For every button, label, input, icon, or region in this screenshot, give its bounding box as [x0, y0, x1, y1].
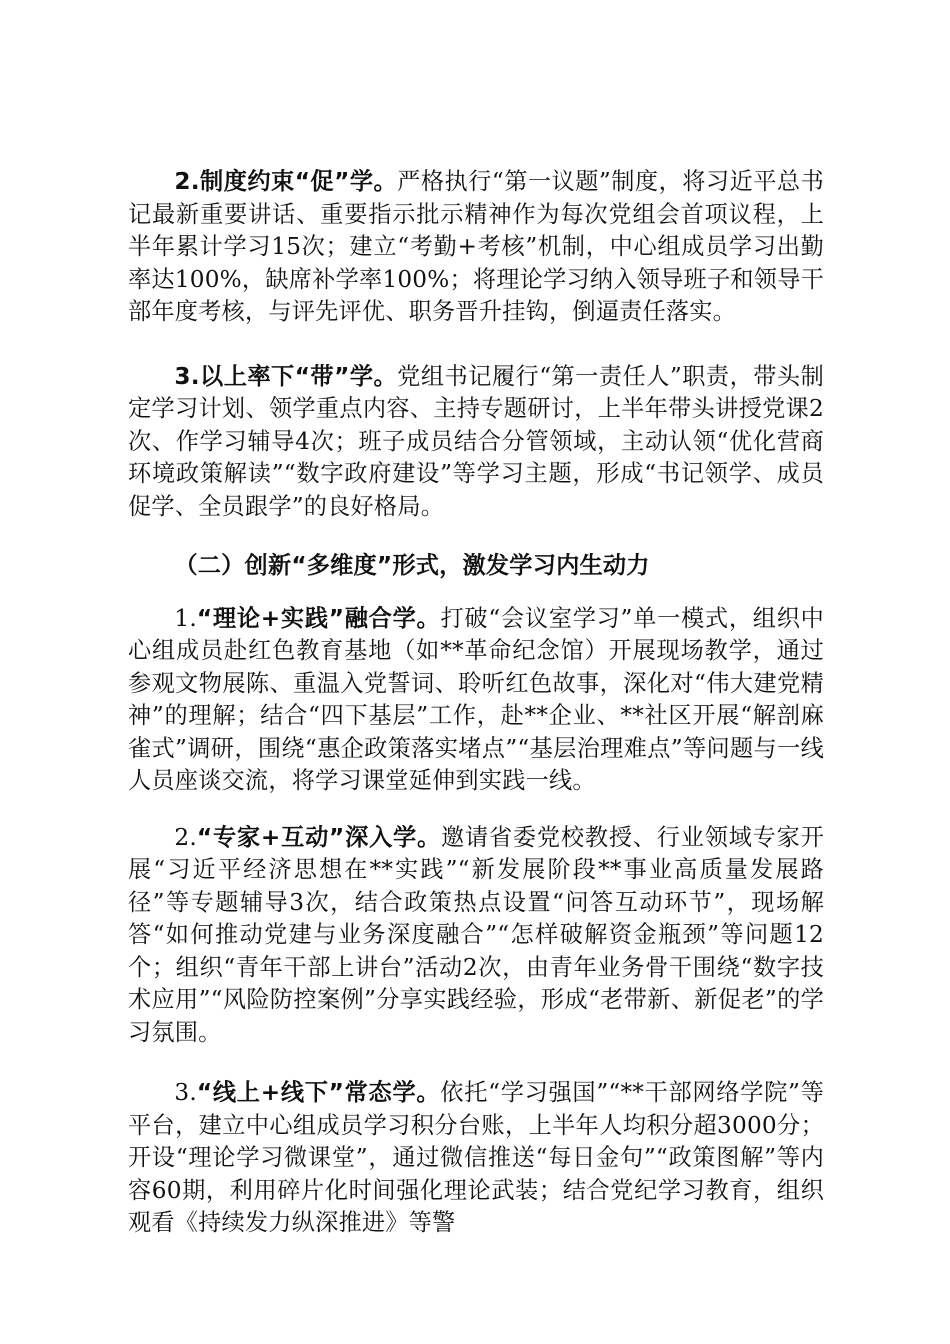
paragraph-online-offline — [128, 1077, 824, 1240]
paragraph-body: 打破“会议室学习”单一模式，组织中心组成员赴红色教育基地（如**革命纪念馆）开展现场教学，通过参观文物展陈、重温入党誓词、聆听红色故事，深化对“伟大建党精神”的理解；结合“四下基层”工作，赴**企业、**社区开展“解剖麻雀式”调研，围绕“惠企政策落实堵点”“基层治理难点”等问题与一线人员座谈交流，将学习课堂延伸到实践一线。 — [128, 604, 825, 794]
paragraph-expert-interaction — [128, 822, 824, 1050]
paragraph-lead: “理论+实践”融合学。 — [196, 604, 441, 632]
paragraph-system-constraint — [128, 166, 824, 329]
paragraph-body: 党组书记履行“第一责任人”职责，带头制定学习计划、领学重点内容、主持专题研讨，上半年带头讲授党课2次、作学习辅导4次；班子成员结合分管领域，主动认领“优化营商环境政策解读”“数字政府建设”等学习主题，形成“书记领学、成员促学、全员跟学”的良好格局。 — [128, 362, 824, 520]
paragraph-number: 1. — [174, 604, 197, 632]
section-heading: （二）创新“多维度”形式，激发学习内生动力 — [174, 552, 650, 579]
paragraph-lead: 3.以上率下“带”学。 — [174, 362, 398, 390]
document-page — [128, 166, 824, 1240]
paragraph-theory-practice — [128, 603, 824, 798]
paragraph-body: 严格执行“第一议题”制度，将习近平总书记最新重要讲话、重要指示批示精神作为每次党组会首项议程，上半年累计学习15次；建立“考勤+考核”机制，中心组成员学习出勤率达100%，缺席补学率100%；将理论学习纳入领导班子和领导干部年度考核，与评先评优、职务晋升挂钩，倒逼责任落实。 — [128, 168, 824, 325]
paragraph-body: 邀请省委党校教授、行业领域专家开展“习近平经济思想在**实践”“新发展阶段**事业高质量发展路径”等专题辅导3次，结合政策热点设置“问答互动环节”，现场解答“如何推动党建与业务深度融合”“怎样破解资金瓶颈”等问题12个；组织“青年干部上讲台”活动2次，由青年业务骨干围绕“数字技术应用”“风险防控案例”分享实践经验，形成“老带新、新促老”的学习氛围。 — [128, 823, 825, 1046]
paragraph-number: 2. — [174, 823, 197, 851]
paragraph-lead: “专家+互动”深入学。 — [196, 823, 441, 851]
paragraph-lead: 2.制度约束“促”学。 — [174, 168, 398, 195]
paragraph-lead: “线上+线下”常态学。 — [196, 1079, 441, 1106]
paragraph-number: 3. — [174, 1079, 197, 1106]
paragraph-lead-by-example — [128, 361, 824, 524]
paragraph-body: 依托“学习强国”“**干部网络学院”等平台，建立中心组成员学习积分台账，上半年人均积分超3000分；开设“理论学习微课堂”，通过微信推送“每日金句”“政策图解”等内容60期，利用碎片化时间强化理论武装；结合党纪学习教育，组织观看《持续发力纵深推进》等警 — [128, 1079, 824, 1236]
